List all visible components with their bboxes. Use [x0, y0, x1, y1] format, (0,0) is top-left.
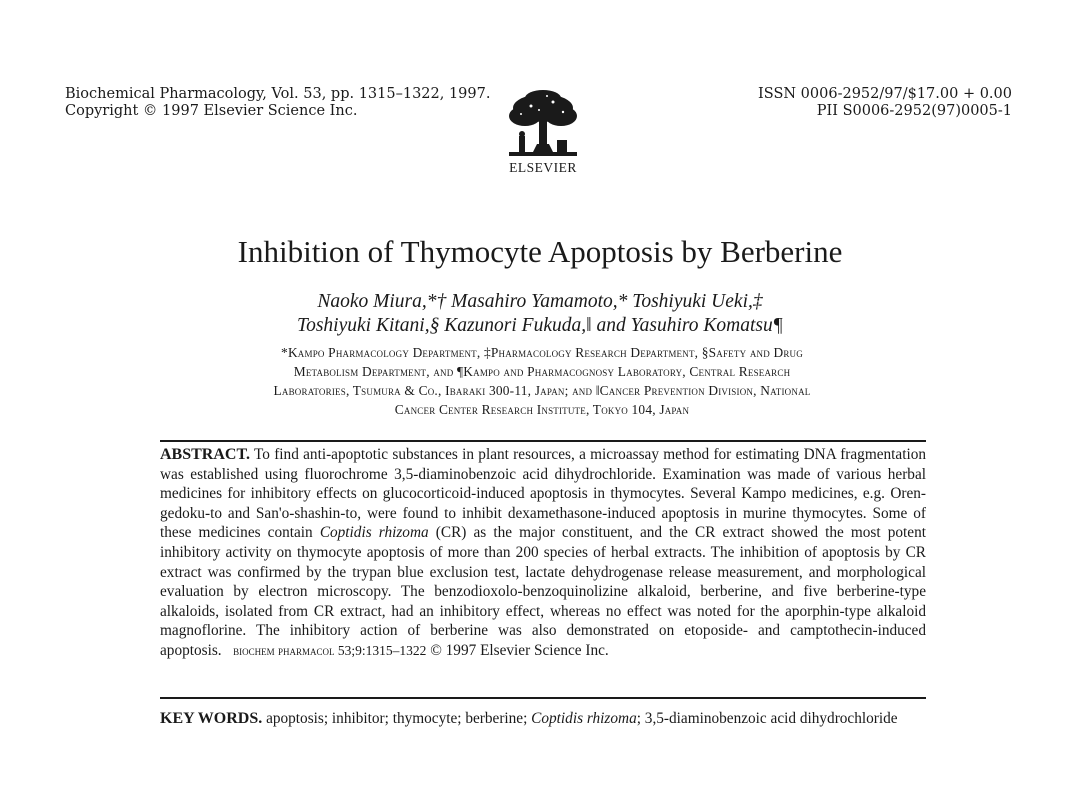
abstract-citation-tail: © 1997 Elsevier Science Inc. — [426, 641, 609, 659]
affiliation-line-4: Cancer Center Research Institute, Tokyo 104, Japan — [394, 402, 690, 417]
publisher-name: ELSEVIER — [509, 160, 577, 175]
affiliations — [168, 343, 916, 419]
affiliation-line-2: Metabolism Department, and ¶Kampo and Pharmacognosy Laboratory, Central Research — [293, 364, 791, 379]
abstract-citation: biochem pharmacol 53;9:1315–1322 — [233, 642, 427, 658]
abstract-bottom-rule — [160, 697, 926, 699]
keywords — [160, 709, 926, 729]
journal-info — [65, 86, 490, 120]
abstract-top-rule — [160, 440, 926, 442]
authors-line-2: Toshiyuki Kitani,§ Kazunori Fukuda,‖ and Yasuhiro Komatsu¶ — [297, 315, 783, 336]
abstract — [160, 445, 926, 661]
keywords-text-part-2: ; 3,5-diaminobenzoic acid dihydrochloride — [636, 710, 898, 727]
abstract-italic-term: Coptidis rhizoma — [319, 524, 429, 542]
copyright-line: Copyright © 1997 Elsevier Science Inc. — [65, 103, 358, 119]
authors-line-1: Naoko Miura,*† Masahiro Yamamoto,* Toshiyuki Ueki,‡ — [317, 291, 763, 312]
affiliation-line-3: Laboratories, Tsumura & Co., Ibaraki 300-11, Japan; and ‖Cancer Prevention Division, National — [273, 383, 811, 398]
abstract-text-part-1: To find anti-apoptotic substances in plant resources, a microassay method for estimating DNA fragmentation was established using fluorochrome 3,5-diaminobenzoic acid dihydrochloride. Examination was made of various herbal medicines for inhibitory effects on glucocorticoid-induced apoptosis in thymocytes. Several Kampo medicines, e.g. Oren-gedoku-to and San'o-shashin-to, were found to inhibit dexamethasone-induced apoptosis in murine thymocytes. Some of these medicines contain — [160, 446, 926, 542]
pii-line: PII S0006-2952(97)0005-1 — [816, 103, 1012, 119]
article-title: Inhibition of Thymocyte Apoptosis by Berberine — [237, 234, 843, 269]
elsevier-tree-icon — [503, 88, 583, 160]
author-list — [0, 290, 1080, 338]
abstract-label: ABSTRACT. — [160, 446, 250, 463]
keywords-italic-term: Coptidis rhizoma — [531, 710, 637, 727]
issn-info — [758, 86, 1012, 120]
elsevier-logo — [500, 88, 586, 178]
affiliation-line-1: *Kampo Pharmacology Department, ‡Pharmacology Research Department, §Safety and Drug — [281, 345, 803, 360]
abstract-text-part-2: (CR) as the major constituent, and the CR extract showed the most potent inhibitory activity on thymocyte apoptosis of more than 200 species of herbal extracts. The inhibition of apoptosis by CR extract was confirmed by the trypan blue exclusion test, lactate dehydrogenase release measurement, and morphological evaluation by electron microscopy. The benzodioxolo-benzoquinolizine alkaloid, berberine, and five berberine-type alkaloids, isolated from CR extract, had an inhibitory effect, whereas no effect was noted for the aporphin-type alkaloid magnoflorine. The inhibitory action of berberine was also demonstrated on etoposide- and camptothecin-induced apoptosis. — [160, 524, 926, 659]
issn-line: ISSN 0006-2952/97/$17.00 + 0.00 — [758, 86, 1012, 102]
journal-line: Biochemical Pharmacology, Vol. 53, pp. 1315–1322, 1997. — [65, 86, 491, 102]
keywords-text-part-1: apoptosis; inhibitor; thymocyte; berberine; — [262, 710, 532, 727]
keywords-label: KEY WORDS. — [160, 710, 263, 727]
